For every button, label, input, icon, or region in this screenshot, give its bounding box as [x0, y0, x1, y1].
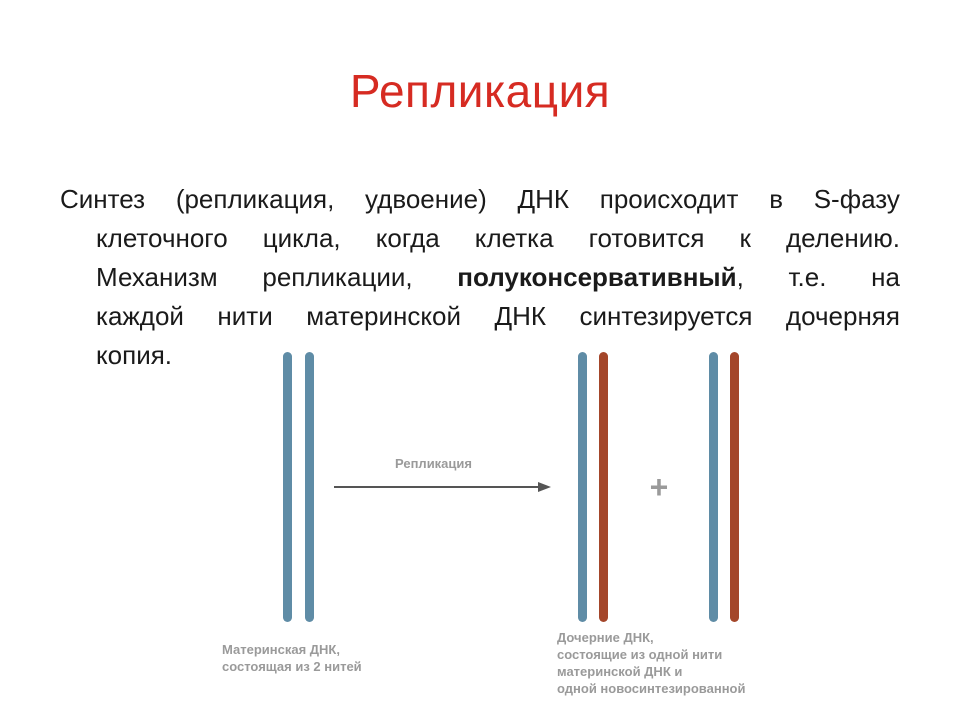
word: к — [739, 223, 751, 253]
word: удвоение) — [365, 184, 487, 214]
word: ДНК — [517, 184, 570, 214]
daughter2-new-strand — [730, 352, 739, 622]
daughter-dna-caption-line-1: Дочерние ДНК, — [557, 630, 654, 645]
word: дочерняя — [785, 301, 900, 331]
word: на — [871, 262, 900, 292]
word: материнской — [306, 301, 462, 331]
word: репликации, — [262, 262, 413, 292]
word: цикла, — [262, 223, 341, 253]
word: (репликация, — [175, 184, 335, 214]
mother-parental-strand-2 — [305, 352, 314, 622]
word: копия. — [96, 340, 173, 370]
daughter1-new-strand — [599, 352, 608, 622]
word: S-фазу — [813, 184, 900, 214]
word: делению. — [785, 223, 900, 253]
word: Синтез — [60, 184, 146, 214]
word: ДНК — [494, 301, 547, 331]
word: в — [769, 184, 783, 214]
word: когда — [375, 223, 440, 253]
word: клетка — [474, 223, 554, 253]
slide-title: Репликация — [349, 65, 611, 117]
arrow-label: Репликация — [395, 456, 472, 471]
daughter2-parental-strand — [709, 352, 718, 622]
word: синтезируется — [579, 301, 753, 331]
semiconservative-term: полуконсервативный — [457, 262, 737, 292]
word: Механизм — [96, 262, 218, 292]
replication-arrow-head — [538, 482, 551, 492]
word: клеточного — [96, 223, 228, 253]
mother-parental-strand-1 — [283, 352, 292, 622]
mother-dna-caption-line-1: Материнская ДНК, — [222, 642, 340, 657]
word: т.е. — [788, 262, 827, 292]
comma: , — [736, 262, 744, 292]
word: происходит — [599, 184, 739, 214]
word: нити — [217, 301, 273, 331]
daughter-dna-caption-line-3: материнской ДНК и — [557, 664, 683, 679]
daughter-dna-caption-line-4: одной новосинтезированной — [557, 681, 746, 696]
word: каждой — [96, 301, 184, 331]
word: готовится — [588, 223, 705, 253]
mother-dna-caption-line-2: состоящая из 2 нитей — [222, 659, 362, 674]
daughter-dna-caption-line-2: состоящие из одной нити — [557, 647, 723, 662]
daughter1-parental-strand — [578, 352, 587, 622]
plus-sign: + — [649, 469, 669, 505]
